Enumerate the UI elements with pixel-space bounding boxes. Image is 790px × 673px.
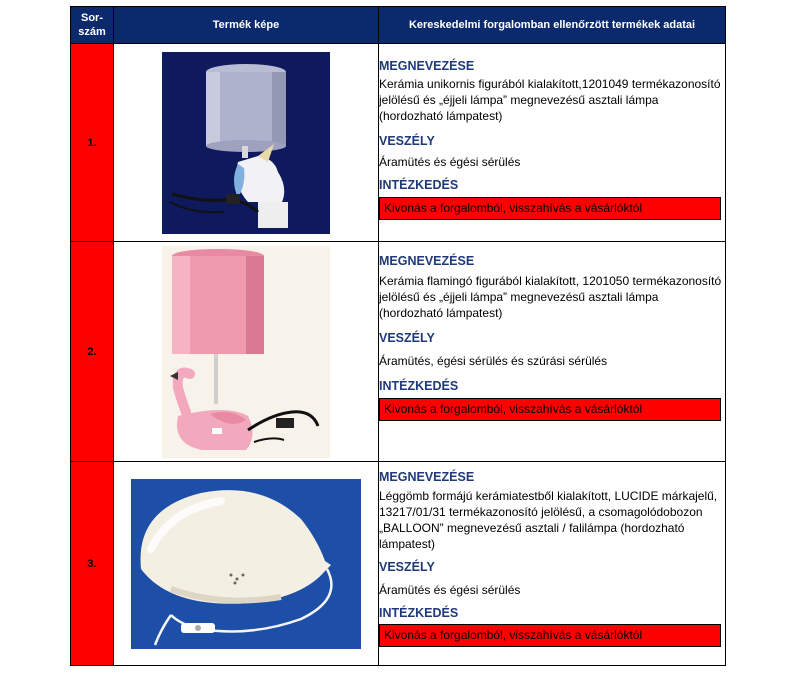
name-heading: MEGNEVEZÉSE [379,59,475,73]
row-number: 3. [71,462,114,666]
name-heading: MEGNEVEZÉSE [379,470,475,484]
header-data: Kereskedelmi forgalomban ellenőrzött termékek adatai [379,7,726,44]
balloon-lamp-photo [131,479,361,649]
name-text: Kerámia unikornis figurából kialakított,1201049 termékazonosító jelölésű és „éjjeli lámpa” megnevezésű asztali lámpa (hordozható lámpatest) [379,77,721,123]
action-heading: INTÉZKEDÉS [379,379,459,393]
product-image-cell [114,44,379,242]
action-heading: INTÉZKEDÉS [379,606,459,620]
product-info-cell [379,242,726,462]
action-text: Kivonás a forgalomból, visszahívás a vásárlóktól [379,624,721,647]
product-image-cell [114,462,379,666]
flamingo-lamp-photo [162,246,330,458]
table-row [71,462,726,666]
hazard-heading: VESZÉLY [379,560,435,574]
header-number [71,7,114,44]
unicorn-lamp-photo [162,52,330,234]
header-number-line2: szám [78,26,106,38]
header-row [71,7,726,44]
name-heading: MEGNEVEZÉSE [379,254,475,268]
header-number-line1: Sor- [81,12,103,24]
recall-table [70,6,726,666]
header-image: Termék képe [114,7,379,44]
hazard-heading: VESZÉLY [379,134,435,148]
product-info-cell [379,462,726,666]
action-heading: INTÉZKEDÉS [379,178,459,192]
row-number: 2. [71,242,114,462]
row-number: 1. [71,44,114,242]
hazard-text: Áramütés és égési sérülés [379,155,521,169]
product-image-cell [114,242,379,462]
hazard-text: Áramütés és égési sérülés [379,583,521,597]
action-text: Kivonás a forgalomból, visszahívás a vásárlóktól [379,197,721,220]
table-row [71,242,726,462]
name-text: Léggömb formájú kerámiatestből kialakított, LUCIDE márkajelű, 13217/01/31 termékazonosító jelölésű, a csomagolódobozon „BALLOON” megnevezésű asztali / falilámpa (hordozható lámpatest) [379,489,718,551]
hazard-text: Áramütés, égési sérülés és szúrási sérülés [379,354,608,368]
action-text: Kivonás a forgalomból, visszahívás a vásárlóktól [379,398,721,421]
hazard-heading: VESZÉLY [379,331,435,345]
name-text: Kerámia flamingó figurából kialakított, 1201050 termékazonosító jelölésű és „éjjeli lámpa” megnevezésű asztali lámpa (hordozható lámpatest) [379,274,722,320]
product-info-cell [379,44,726,242]
table-row [71,44,726,242]
